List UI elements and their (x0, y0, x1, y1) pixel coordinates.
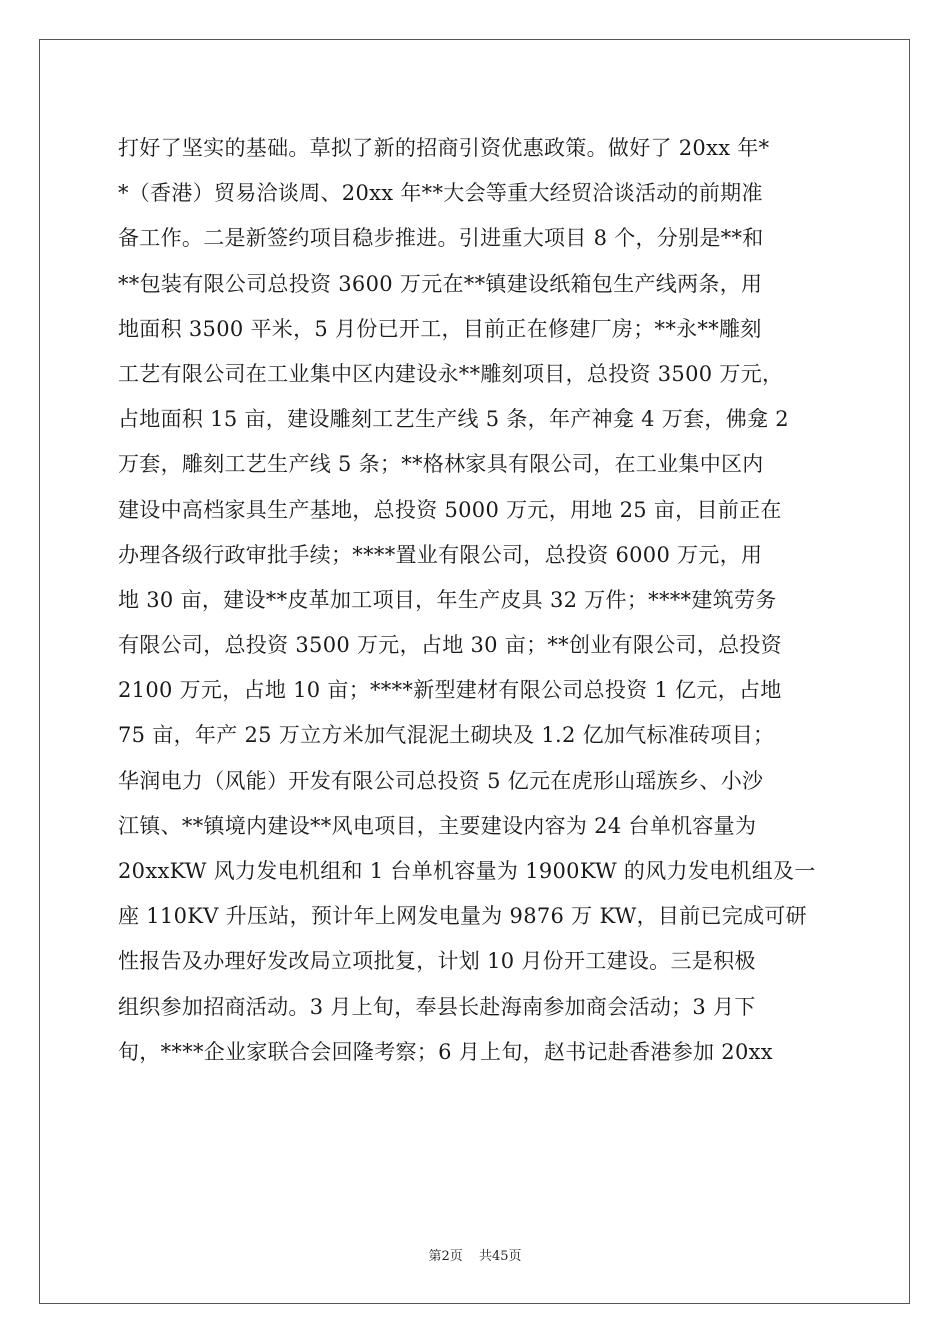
body-line: 建设中高档家具生产基地，总投资 5000 万元，用地 25 亩，目前正在 (118, 497, 782, 522)
body-line: 75 亩，年产 25 万立方米加气混泥土砌块及 1.2 亿加气标准砖项目； (118, 723, 775, 748)
body-line: 办理各级行政审批手续；****置业有限公司，总投资 6000 万元，用 (118, 542, 763, 567)
body-line: 打好了坚实的基础。草拟了新的招商引资优惠政策。做好了 20xx 年* (118, 136, 770, 160)
document-body (118, 126, 838, 1075)
body-line: 有限公司，总投资 3500 万元，占地 30 亩；**创业有限公司，总投资 (118, 633, 782, 658)
body-line: 备工作。二是新签约项目稳步推进。引进重大项目 8 个，分别是**和 (118, 226, 764, 251)
body-line: **包装有限公司总投资 3600 万元在**镇建设纸箱包生产线两条，用 (118, 271, 763, 296)
body-line: 旬，****企业家联合会回隆考察；6 月上旬，赵书记赴香港参加 20xx (118, 1039, 773, 1064)
body-line: 性报告及办理好发改局立项批复，计划 10 月份开工建设。三是积极 (118, 949, 756, 974)
page-number: 第2页 (428, 1249, 463, 1264)
body-line: 工艺有限公司在工业集中区内建设永**雕刻项目，总投资 3500 万元， (118, 361, 784, 386)
body-line: 华润电力（风能）开发有限公司总投资 5 亿元在虎形山瑶族乡、小沙 (118, 768, 764, 793)
body-line: 江镇、**镇境内建设**风电项目，主要建设内容为 24 台单机容量为 (118, 813, 757, 838)
body-line: 组织参加招商活动。3 月上旬，奉县长赴海南参加商会活动；3 月下 (118, 994, 756, 1019)
body-line: 地面积 3500 平米，5 月份已开工，目前正在修建厂房；**永**雕刻 (118, 316, 762, 341)
body-line: 地 30 亩，建设**皮革加工项目，年生产皮具 32 万件；****建筑劳务 (118, 587, 777, 612)
total-pages: 共45页 (478, 1249, 522, 1264)
body-line: 万套，雕刻工艺生产线 5 条；**格林家具有限公司，在工业集中区内 (118, 452, 764, 477)
body-line: 座 110KV 升压站，预计年上网发电量为 9876 万 KW，目前已完成可研 (118, 904, 807, 929)
body-line: *（香港）贸易洽谈周、20xx 年**大会等重大经贸洽谈活动的前期准 (118, 181, 763, 206)
body-line: 占地面积 15 亩，建设雕刻工艺生产线 5 条，年产神龛 4 万套，佛龛 2 (118, 407, 789, 432)
body-line: 2100 万元，占地 10 亩；****新型建材有限公司总投资 1 亿元，占地 (118, 678, 782, 703)
page-footer (0, 1245, 950, 1264)
body-line: 20xxKW 风力发电机组和 1 台单机容量为 1900KW 的风力发电机组及一 (118, 859, 816, 883)
